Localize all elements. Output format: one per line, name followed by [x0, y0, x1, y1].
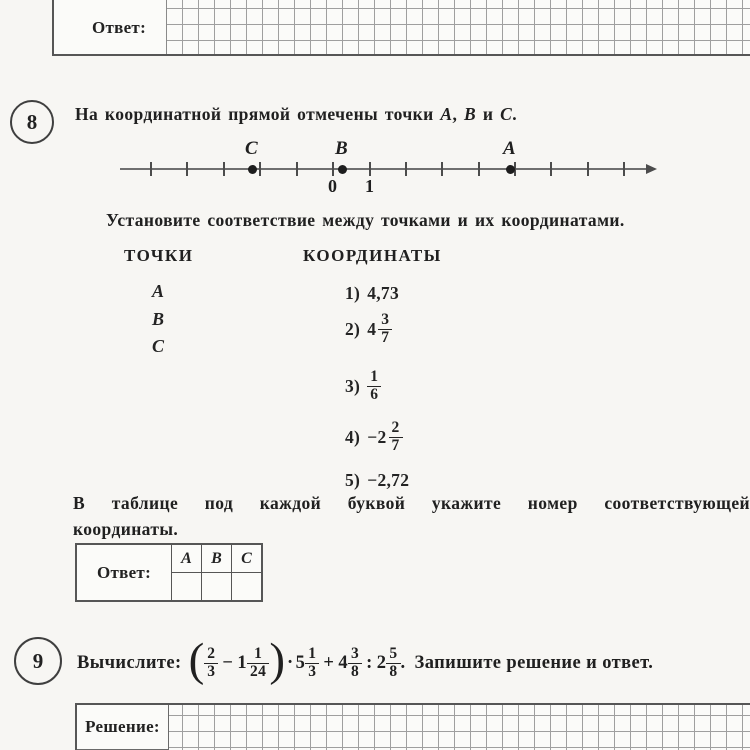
calc-verb: Вычислите: — [77, 652, 182, 673]
denominator: 3 — [207, 662, 216, 680]
axis-number-label-1: 1 — [365, 176, 374, 196]
number-line — [0, 135, 750, 205]
multiply-operator: · — [286, 652, 294, 673]
numerator: 5 — [386, 646, 400, 664]
fraction-2-3 — [204, 646, 218, 680]
tick-mark — [478, 162, 480, 176]
whole-1: 1 — [237, 652, 248, 673]
denominator: 8 — [389, 662, 398, 680]
denominator: 7 — [391, 436, 400, 454]
point-label-A: A — [503, 138, 516, 159]
point-dot-B — [338, 165, 347, 174]
option-5-value: −2,72 — [367, 470, 410, 490]
option-1-value: 4,73 — [367, 283, 400, 303]
denominator: 8 — [350, 662, 360, 680]
problem-9-statement — [77, 632, 750, 694]
coords-header: КООРДИНАТЫ — [303, 246, 442, 265]
statement-text: На координатной прямой отмечены точки — [75, 104, 441, 124]
answer-8-header-c: C — [232, 545, 261, 573]
statement-point-a: A — [440, 104, 453, 124]
answer-8-cell-c[interactable] — [232, 573, 261, 600]
close-paren: ) — [269, 634, 285, 687]
plus-operator: + — [323, 652, 335, 673]
tick-mark — [296, 162, 298, 176]
tick-mark — [550, 162, 552, 176]
option-3 — [345, 364, 381, 408]
option-1 — [345, 283, 399, 304]
whole-2: 2 — [376, 652, 387, 673]
fraction-1-3 — [305, 646, 319, 680]
denominator: 3 — [308, 662, 317, 680]
option-5-label: 5) — [345, 470, 361, 490]
minus-operator: − — [222, 652, 234, 673]
answer-8-cell-a[interactable] — [172, 573, 201, 600]
numerator: 3 — [378, 312, 392, 330]
answer-box-8 — [75, 543, 263, 602]
top-answer-label: Ответ: — [91, 18, 147, 37]
point-label-C: C — [245, 138, 258, 159]
answer-8-column-c — [231, 545, 261, 600]
fraction-3-7 — [378, 312, 392, 346]
answer-8-column-b — [201, 545, 231, 600]
numerator: 1 — [367, 369, 381, 387]
answer-8-label: Ответ: — [96, 562, 152, 582]
option-2-whole: 4 — [367, 318, 377, 339]
solution-box[interactable] — [75, 703, 750, 750]
tick-mark — [150, 162, 152, 176]
fraction-1-24 — [247, 646, 269, 680]
tick-mark — [369, 162, 371, 176]
fraction-2-7 — [389, 420, 403, 454]
option-4-label: 4) — [345, 426, 361, 447]
option-2-label: 2) — [345, 318, 361, 339]
whole-5: 5 — [295, 652, 306, 673]
option-5 — [345, 470, 409, 491]
whole-4: 4 — [338, 652, 348, 673]
fraction-1-6 — [367, 369, 381, 403]
numerator: 2 — [204, 646, 218, 664]
tick-mark — [259, 162, 261, 176]
expression-period: . — [400, 652, 406, 673]
match-instruction: Установите соответствие между точками и их координатами. — [106, 210, 625, 230]
option-2 — [345, 307, 392, 351]
answer-8-header-b: B — [202, 545, 231, 573]
point-letter-c: C — [152, 336, 165, 356]
option-1-label: 1) — [345, 283, 361, 303]
point-dot-A — [506, 165, 515, 174]
problem-9-suffix: Запишите решение и ответ. — [414, 652, 654, 673]
answer-8-cell-b[interactable] — [202, 573, 231, 600]
table-instruction-line1: В таблице под каждой буквой укажите номер соответствующей — [73, 493, 750, 513]
denominator: 6 — [370, 385, 379, 403]
answer-8-column-a — [171, 545, 201, 600]
axis-arrow-icon — [646, 164, 657, 174]
statement-point-c: C — [500, 104, 513, 124]
denominator: 24 — [250, 662, 267, 680]
table-instruction-line2: координаты. — [73, 519, 179, 539]
answer-8-header-a: A — [172, 545, 201, 573]
top-answer-box — [52, 0, 750, 56]
answer-8-label-cell — [77, 545, 171, 600]
option-4-whole: −2 — [367, 426, 387, 447]
problem-8-number: 8 — [26, 109, 38, 134]
tick-mark — [587, 162, 589, 176]
divide-operator: : — [366, 652, 373, 673]
point-dot-C — [248, 165, 257, 174]
point-label-B: B — [335, 138, 348, 159]
axis-line — [120, 168, 648, 170]
top-answer-label-cell — [54, 0, 167, 54]
statement-sep1: , — [452, 104, 465, 124]
option-3-label: 3) — [345, 375, 361, 396]
tick-mark — [223, 162, 225, 176]
fraction-3-8 — [348, 646, 362, 680]
option-4 — [345, 415, 403, 459]
tick-mark — [623, 162, 625, 176]
statement-sep2: и — [476, 104, 501, 124]
points-header: ТОЧКИ — [124, 246, 194, 265]
statement-point-b: B — [464, 104, 477, 124]
denominator: 7 — [381, 328, 390, 346]
problem-9-number: 9 — [32, 648, 44, 673]
fraction-5-8 — [386, 646, 400, 680]
solution-label-cell — [77, 705, 169, 750]
point-letter-a: A — [152, 281, 165, 301]
tick-mark — [332, 162, 334, 176]
numerator: 1 — [305, 646, 319, 664]
statement-period: . — [512, 104, 517, 124]
open-paren: ( — [188, 634, 205, 687]
point-letter-b: B — [152, 309, 165, 329]
numerator: 3 — [348, 646, 362, 664]
numerator: 1 — [247, 646, 269, 664]
problem-8-statement — [75, 104, 517, 125]
numerator: 2 — [389, 420, 403, 438]
axis-number-label-0: 0 — [328, 176, 337, 196]
tick-mark — [405, 162, 407, 176]
problem-9-number-circle — [14, 637, 62, 685]
tick-mark — [441, 162, 443, 176]
solution-label: Решение: — [85, 717, 160, 736]
tick-mark — [186, 162, 188, 176]
